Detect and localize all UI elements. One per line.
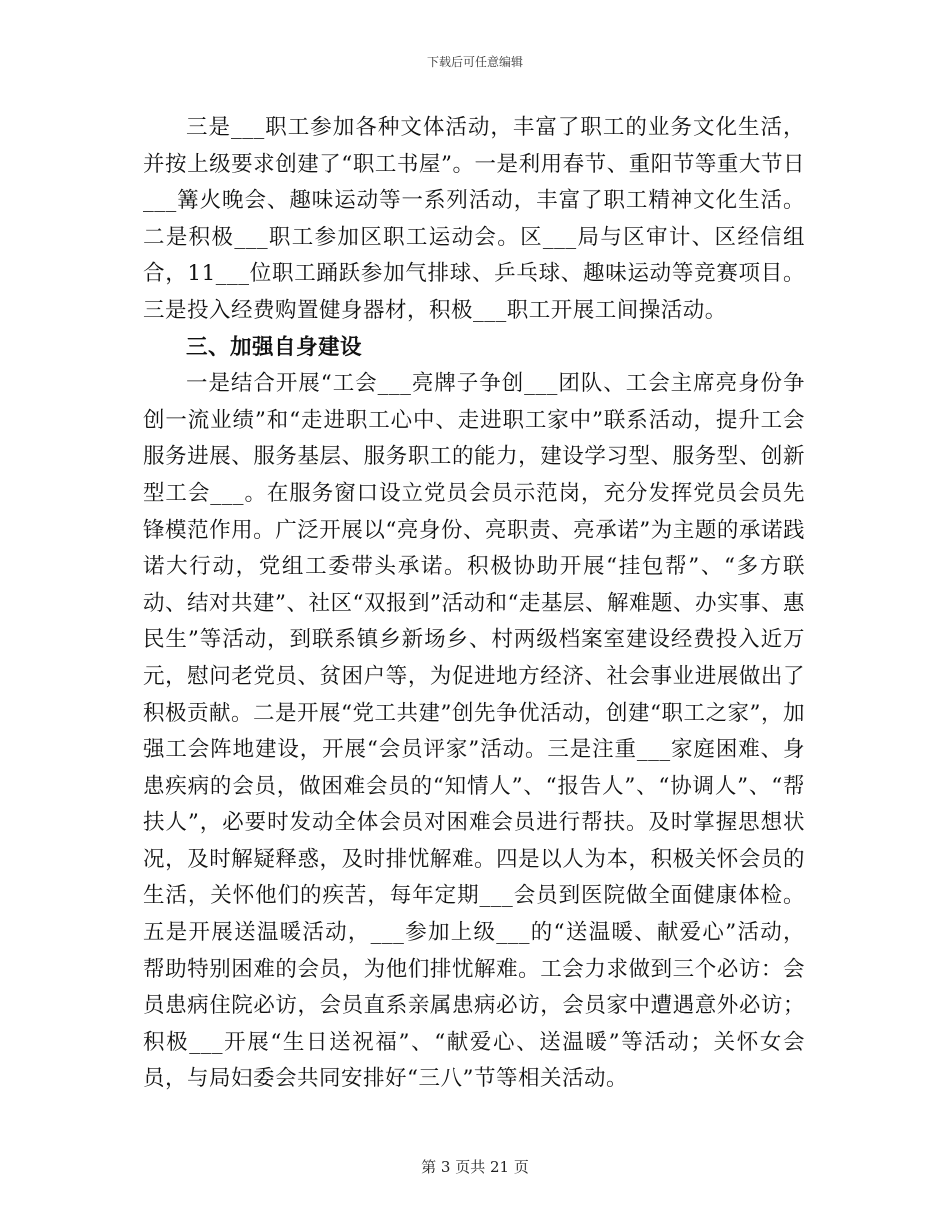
- page-header: 下载后可任意编辑: [426, 55, 523, 69]
- page-footer: 第 3 页共 21 页: [421, 1158, 529, 1176]
- paragraph-cultural-activities: 三是___职工参加各种文体活动，丰富了职工的业务文化生活，并按上级要求创建了“职工书屋”。一是利用春节、重阳节等重大节日___篝火晚会、趣味运动等一系列活动，丰富了职工精神文化生活。二是积极___职工参加区职工运动会。区___局与区审计、区经信组合，11___位职工踊跃参加气排球、乒乓球、趣味运动等竞赛项目。三是投入经费购置健身器材，积极___职工开展工间操活动。: [143, 115, 805, 323]
- section-heading: 三、加强自身建设: [186, 334, 363, 360]
- document-body: [143, 110, 805, 1098]
- paragraph-self-building: 一是结合开展“工会___亮牌子争创___团队、工会主席亮身份争创一流业绩”和“走进职工心中、走进职工家中”联系活动，提升工会服务进展、服务基层、服务职工的能力，建设学习型、服务型、创新型工会___。在服务窗口设立党员会员示范岗，充分发挥党员会员先锋模范作用。广泛开展以“亮身份、亮职责、亮承诺”为主题的承诺践诺大行动，党组工委带头承诺。积极协助开展“挂包帮”、“多方联动、结对共建”、社区“双报到”活动和“走基层、解难题、办实事、惠民生”等活动，到联系镇乡新场乡、村两级档案室建设经费投入近万元，慰问老党员、贫困户等，为促进地方经济、社会事业进展做出了积极贡献。二是开展“党工共建”创先争优活动，创建“职工之家”，加强工会阵地建设，开展“会员评家”活动。三是注重___家庭困难、身患疾病的会员，做困难会员的“知情人”、“报告人”、“协调人”、“帮扶人”，必要时发动全体会员对困难会员进行帮扶。及时掌握思想状况，及时解疑释惑，及时排忧解难。四是以人为本，积极关怀会员的生活，关怀他们的疾苦，每年定期___会员到医院做全面健康体检。五是开展送温暖活动，___参加上级___的“送温暖、献爱心”活动，帮助特别困难的会员，为他们排忧解难。工会力求做到三个必访：会员患病住院必访，会员直系亲属患病必访，会员家中遭遇意外必访；积极___开展“生日送祝福”、“献爱心、送温暖”等活动；关怀女会员，与局妇委会共同安排好“三八”节等相关活动。: [143, 371, 805, 1092]
